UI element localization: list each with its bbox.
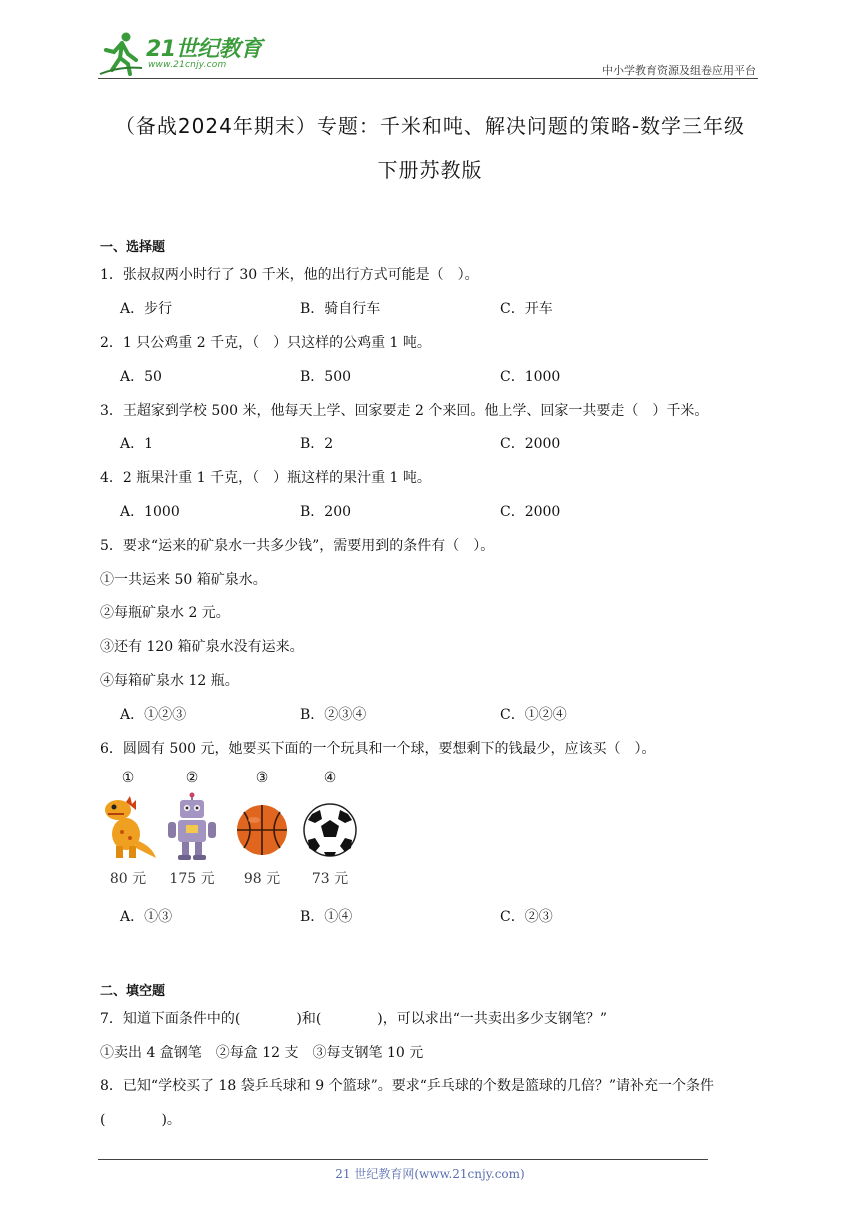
q7-conditions: ①卖出 4 盒钢笔 ②每盒 12 支 ③每支钢笔 10 元	[100, 1045, 424, 1061]
q6-option-b[interactable]: B．①④	[300, 909, 353, 925]
q1-option-c[interactable]: C．开车	[500, 301, 553, 317]
runner-logo-icon	[98, 30, 144, 76]
document-title-line1: （备战2024年期末）专题：千米和吨、解决问题的策略-数学三年级	[114, 114, 746, 138]
question-6: 6．圆圆有 500 元，她要买下面的一个玩具和一个球，要想剩下的钱最少，应该买（ ）。	[100, 741, 656, 757]
q5-condition-3: ③还有 120 箱矿泉水没有运来。	[100, 639, 304, 655]
q5-condition-4: ④每箱矿泉水 12 瓶。	[100, 673, 239, 689]
question-5: 5．要求“运来的矿泉水一共多少钱”，需要用到的条件有（ ）。	[100, 538, 495, 554]
q6-item-4	[298, 770, 362, 890]
q6-option-c[interactable]: C．②③	[500, 909, 553, 925]
site-logo[interactable]	[98, 30, 268, 76]
logo-url: www.21cnjy.com	[148, 60, 227, 70]
page-header	[98, 30, 758, 80]
header-divider	[98, 78, 758, 79]
question-4: 4．2 瓶果汁重 1 千克，（ ）瓶这样的果汁重 1 吨。	[100, 470, 431, 486]
q6-item-3	[230, 770, 294, 890]
q5-condition-1: ①一共运来 50 箱矿泉水。	[100, 572, 267, 588]
robot-icon	[160, 792, 224, 862]
logo-text: 21世纪教育	[146, 37, 262, 62]
item-price: 80 元	[109, 871, 147, 887]
q6-item-images	[96, 770, 376, 890]
q5-option-b[interactable]: B．②③④	[300, 707, 367, 723]
question-3: 3．王超家到学校 500 米，他每天上学、回家要走 2 个来回。他上学、回家一共要走（ ）千米。	[100, 403, 709, 419]
q6-item-2	[160, 770, 224, 890]
item-price: 98 元	[243, 871, 281, 887]
q3-option-b[interactable]: B．2	[300, 436, 334, 452]
document-title-line2: 下册苏教版	[377, 158, 483, 182]
soccer-ball-icon	[298, 792, 362, 862]
page-footer[interactable]: 21 世纪教育网(www.21cnjy.com)	[335, 1167, 525, 1181]
q6-item-1	[96, 770, 160, 890]
platform-name: 中小学教育资源及组卷应用平台	[602, 64, 756, 77]
item-price: 175 元	[169, 871, 215, 887]
q2-option-c[interactable]: C．1000	[500, 369, 561, 385]
section-choice-heading: 一、选择题	[100, 240, 166, 255]
item-number: ①	[121, 770, 135, 786]
question-1: 1．张叔叔两小时行了 30 千米，他的出行方式可能是（ ）。	[100, 267, 479, 283]
q5-option-a[interactable]: A．①②③	[120, 707, 187, 723]
q4-option-a[interactable]: A．1000	[120, 504, 180, 520]
question-2: 2．1 只公鸡重 2 千克，（ ）只这样的公鸡重 1 吨。	[100, 335, 431, 351]
section-fill-heading: 二、填空题	[100, 984, 166, 999]
item-number: ②	[185, 770, 199, 786]
q2-option-b[interactable]: B．500	[300, 369, 352, 385]
question-8-line1: 8．已知“学校买了 18 袋乒乓球和 9 个篮球”。要求“乒乓球的个数是篮球的几倍？”请补充一个条件	[100, 1078, 715, 1094]
q3-option-c[interactable]: C．2000	[500, 436, 561, 452]
question-8-line2: ( )。	[100, 1112, 181, 1128]
q5-option-c[interactable]: C．①②④	[500, 707, 567, 723]
question-7: 7．知道下面条件中的( )和( )，可以求出“一共卖出多少支钢笔？”	[100, 1011, 608, 1027]
q1-option-b[interactable]: B．骑自行车	[300, 301, 381, 317]
basketball-icon	[230, 792, 294, 862]
footer-divider	[98, 1159, 708, 1160]
q1-option-a[interactable]: A．步行	[120, 301, 173, 317]
q6-option-a[interactable]: A．①③	[120, 909, 173, 925]
item-price: 73 元	[311, 871, 349, 887]
q5-condition-2: ②每瓶矿泉水 2 元。	[100, 605, 230, 621]
q4-option-c[interactable]: C．2000	[500, 504, 561, 520]
q3-option-a[interactable]: A．1	[120, 436, 154, 452]
q4-option-b[interactable]: B．200	[300, 504, 352, 520]
q2-option-a[interactable]: A．50	[120, 369, 162, 385]
dinosaur-icon	[96, 792, 160, 862]
item-number: ③	[255, 770, 269, 786]
item-number: ④	[323, 770, 337, 786]
